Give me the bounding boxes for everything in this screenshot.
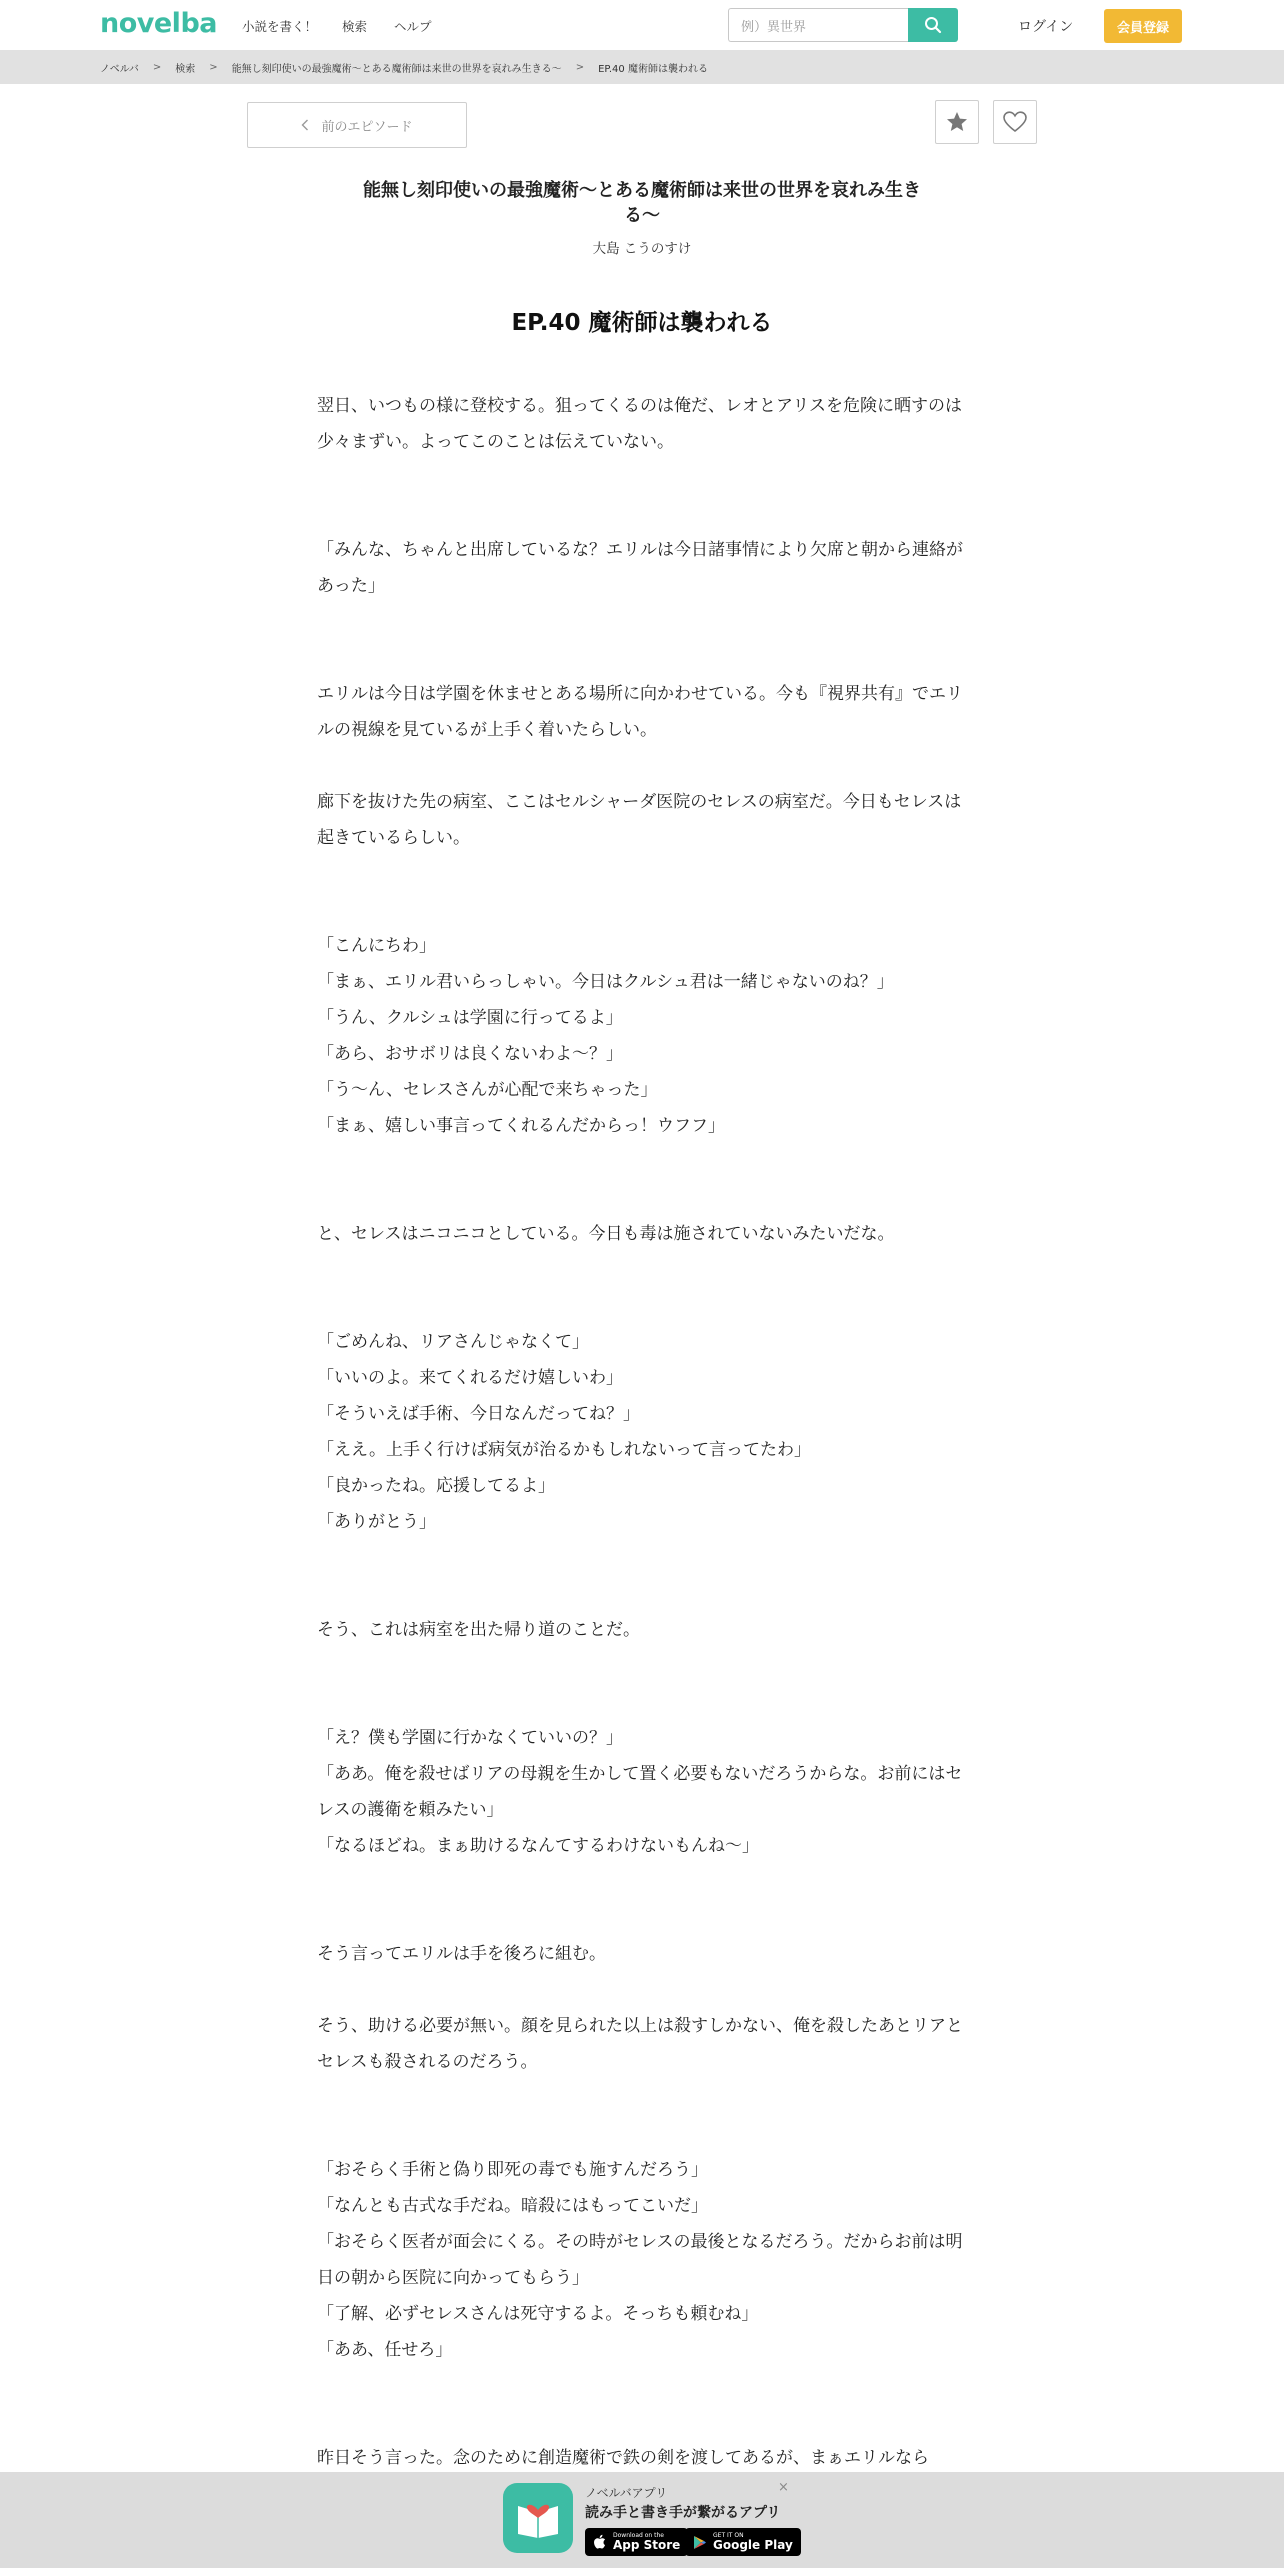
previous-episode-button[interactable] [247,102,467,148]
story-line: 「了解、必ずセレスさんは死守するよ。そっちも頼むね」 [317,2304,759,2324]
blank-line [317,856,967,892]
site-header [0,0,1284,50]
breadcrumb-search[interactable]: 検索 [175,63,196,75]
episode-title: EP.40 魔術師は襲われる [511,310,773,336]
story-line: 「いいのよ。来てくれるだけ嬉しいわ」 [317,1368,623,1388]
close-icon[interactable]: × [778,2480,789,2495]
app-banner-caption: ノベルバアプリ [585,2486,668,2500]
breadcrumb-separator: > [209,61,218,73]
apple-icon [593,2534,607,2550]
login-link[interactable]: ログイン [1018,19,1074,35]
breadcrumb-separator: > [152,61,162,73]
nav-search[interactable]: 検索 [342,19,368,34]
breadcrumb-home[interactable]: ノベルバ [100,63,139,75]
blank-line [317,748,967,784]
story-line: 「なるほどね。まぁ助けるなんてするわけないもんね〜」 [317,1836,759,1856]
app-store-caption: Download on the [613,2532,664,2539]
breadcrumb-separator: > [575,61,585,73]
story-line: 「こんにちわ」 [317,936,436,956]
story-line: 「ありがとう」 [317,1512,436,1532]
story-line: 「え？僕も学園に行かなくていいの？」 [317,1728,623,1748]
story-line: そう、助ける必要が無い。顔を見られた以上は殺すしかない、俺を殺したあとリアとセレスも殺されるのだろう。 [317,2016,963,2072]
story-line: 「まぁ、嬉しい事言ってくれるんだからっ！ウフフ」 [317,1116,725,1136]
novelba-logo[interactable]: novelba [100,8,217,39]
story-line: と、セレスはニコニコとしている。今日も毒は施されていないみたいだな。 [317,1224,895,1244]
blank-line [317,1576,967,1612]
story-line: エリルは今日は学園を休ませとある場所に向かわせている。今も『視界共有』でエリルの視線を見ているが上手く着いたらしい。 [317,684,963,740]
blank-line [317,496,967,532]
blank-line [317,1288,967,1324]
app-store-button[interactable] [585,2528,688,2556]
blank-line [317,1972,967,2008]
story-line: 「うん、クルシュは学園に行ってるよ」 [317,1008,623,1028]
blank-line [317,892,967,928]
blank-line [317,2080,967,2116]
blank-line [317,2116,967,2152]
breadcrumb-episode: EP.40 魔術師は襲われる [598,63,708,75]
story-line: 「おそらく手術と偽り即死の毒でも施すんだろう」 [317,2160,708,2180]
blank-line [317,1648,967,1684]
story-line: 「ごめんね、リアさんじゃなくて」 [317,1332,589,1352]
story-line: 「そういえば手術、今日なんだってね？」 [317,1404,640,1424]
blank-line [317,1684,967,1720]
google-play-caption: GET IT ON [713,2532,744,2539]
story-line: 「ああ、任せろ」 [317,2340,453,2360]
blank-line [317,1180,967,1216]
favorite-star-button[interactable] [935,100,979,144]
author-name[interactable]: 大島 こうのすけ [592,241,692,257]
google-play-button[interactable] [685,2528,801,2556]
story-line: 「ああ。俺を殺せばリアの母親を生かして置く必要もないだろうからな。お前にはセレスの護衛を頼みたい」 [317,1764,963,1820]
book-heart-icon [514,2496,562,2540]
search-icon [924,16,942,34]
story-line: 「おそらく医者が面会にくる。その時がセレスの最後となるだろう。だからお前は明日の朝から医院に向かってもらう」 [317,2232,963,2288]
novelba-app-icon[interactable] [503,2483,573,2553]
like-heart-button[interactable] [993,100,1037,144]
story-line: 「う〜ん、セレスさんが心配で来ちゃった」 [317,1080,658,1100]
story-line: 廊下を抜けた先の病室、ここはセルシャーダ医院のセレスの病室だ。今日もセレスは起きているらしい。 [317,792,962,848]
episode-body [317,388,967,2476]
app-store-label: App Store [613,2538,681,2552]
story-line: 「なんとも古式な手だね。暗殺にはもってこいだ」 [317,2196,708,2216]
story-line: 「良かったね。応援してるよ」 [317,1476,555,1496]
chevron-left-icon [301,119,309,131]
search-button[interactable] [908,8,958,42]
heart-icon [1003,111,1027,133]
blank-line [317,1864,967,1900]
blank-line [317,2368,967,2404]
search-input[interactable]: 例）異世界 [728,8,908,42]
blank-line [317,604,967,640]
google-play-icon [693,2535,707,2550]
story-line: 「まぁ、エリル君いらっしゃい。今日はクルシュ君は一緒じゃないのね？」 [317,972,894,992]
breadcrumb [0,50,1284,84]
story-line: 「ええ。上手く行けば病気が治るかもしれないって言ってたわ」 [317,1440,812,1460]
star-icon [945,110,969,134]
story-line: 「みんな、ちゃんと出席しているな？エリルは今日諸事情により欠席と朝から連絡があった」 [317,540,963,596]
blank-line [317,640,967,676]
story-line: 昨日そう言った。念のために創造魔術で鉄の剣を渡してあるが、まぁエリルなら [317,2448,929,2468]
nav-help[interactable]: ヘルプ [394,19,432,34]
app-banner [0,2472,1284,2568]
story-line: そう、これは病室を出た帰り道のことだ。 [317,1620,640,1640]
story-line: そう言ってエリルは手を後ろに組む。 [317,1944,606,1964]
blank-line [317,1252,967,1288]
app-banner-tagline: 読み手と書き手が繋がるアプリ [585,2505,781,2521]
blank-line [317,2404,967,2440]
blank-line [317,460,967,496]
story-line: 翌日、いつもの様に登校する。狙ってくるのは俺だ、レオとアリスを危険に晒すのは少々まずい。よってこのことは伝えていない。 [317,396,962,452]
google-play-label: Google Play [713,2538,793,2552]
blank-line [317,1900,967,1936]
blank-line [317,1144,967,1180]
breadcrumb-novel[interactable]: 能無し刻印使いの最強魔術〜とある魔術師は来世の世界を哀れみ生きる〜 [231,63,562,75]
previous-episode-label: 前のエピソード [321,119,413,135]
register-button[interactable]: 会員登録 [1104,9,1182,43]
story-line: 「あら、おサボリは良くないわよ〜？」 [317,1044,623,1064]
nav-write-novel[interactable]: 小説を書く！ [242,19,318,34]
novel-title[interactable]: 能無し刻印使いの最強魔術〜とある魔術師は来世の世界を哀れみ生きる〜 [363,180,921,226]
blank-line [317,1540,967,1576]
